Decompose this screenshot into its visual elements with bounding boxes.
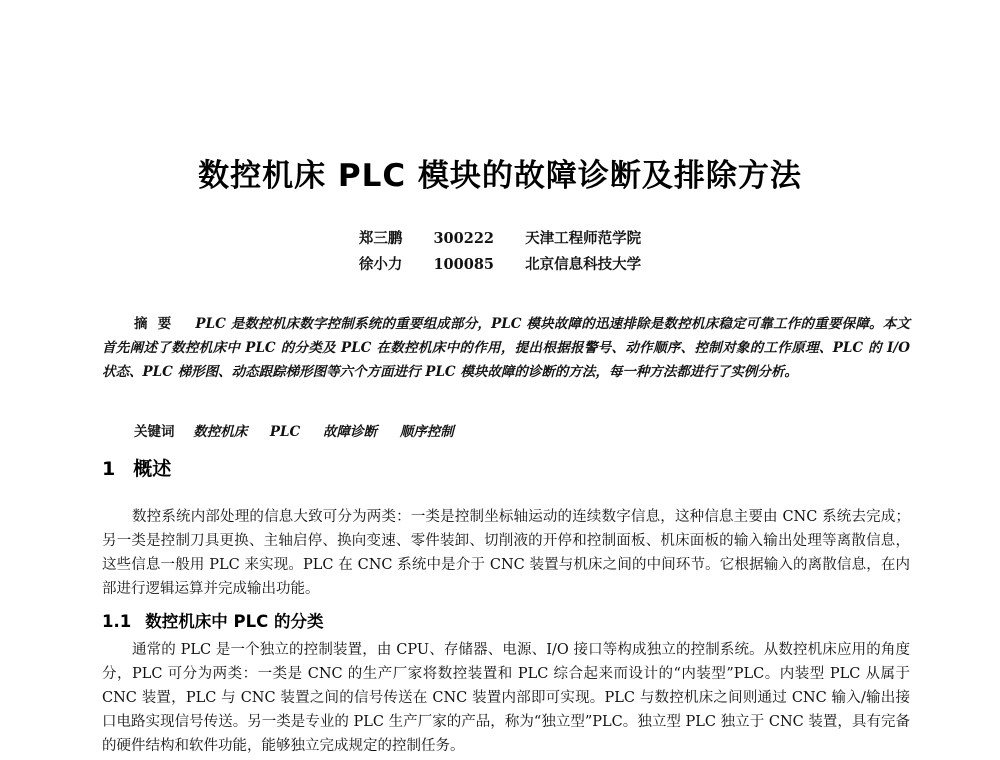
keyword: 顺序控制 bbox=[399, 424, 454, 440]
section-number: 1 bbox=[102, 458, 116, 480]
author-block bbox=[0, 226, 1000, 278]
abstract bbox=[102, 312, 910, 384]
subsection-number: 1.1 bbox=[102, 612, 132, 631]
subsection-heading bbox=[102, 608, 323, 632]
keyword: 故障诊断 bbox=[323, 424, 377, 440]
abstract-label: 摘要 bbox=[134, 316, 182, 332]
abstract-text: PLC 是数控机床数字控制系统的重要组成部分，PLC 模块故障的迅速排除是数控机床稳定可靠工作的重要保障。本文首先阐述了数控机床中 PLC 的分类及 PLC 在数控机床中的作用，提出根据报警号、动作顺序、控制对象的工作原理、PLC 的 I/O 状态、PLC 梯形图、动态跟踪梯形图等六个方面进行 PLC 模块故障的诊断的方法，每一种方法都进行了实例分析。 bbox=[102, 316, 910, 380]
author-line bbox=[0, 226, 1000, 252]
author-name: 郑三鹏 bbox=[358, 230, 403, 247]
author-affiliation: 北京信息科技大学 bbox=[525, 256, 642, 273]
subsection-paragraph: 通常的 PLC 是一个独立的控制装置，由 CPU、存储器、电源、I/O 接口等构成独立的控制系统。从数控机床应用的角度分，PLC 可分为两类：一类是 CNC 的生产厂家将数控装置和 PLC 综合起来而设计的“内装型”PLC。内装型 PLC 从属于 CNC 装置，PLC 与 CNC 装置之间的信号传送在 CNC 装置内部即可实现。PLC 与数控机床之间则通过 CNC 输入/输出接口电路实现信号传送。另一类是专业的 PLC 生产厂家的产品，称为“独立型”PLC。独立型 PLC 独立于 CNC 装置，具有完备的硬件结构和软件功能，能够独立完成规定的控制任务。 bbox=[102, 642, 910, 754]
paper-title: 数控机床 PLC 模块的故障诊断及排除方法 bbox=[198, 158, 802, 194]
author-postcode: 100085 bbox=[433, 256, 495, 273]
keywords bbox=[134, 420, 472, 440]
section-heading bbox=[102, 454, 171, 481]
author-line bbox=[0, 252, 1000, 278]
keyword: PLC bbox=[269, 424, 301, 440]
section-paragraph: 数控系统内部处理的信息大致可分为两类：一类是控制坐标轴运动的连续数字信息，这种信息主要由 CNC 系统去完成；另一类是控制刀具更换、主轴启停、换向变速、零件装卸、切削液的开停和控制面板、机床面板的输入输出处理等离散信息，这些信息一般用 PLC 来实现。PLC 在 CNC 系统中是介于 CNC 装置与机床之间的中间环节。它根据输入的离散信息，在内部进行逻辑运算并完成输出功能。 bbox=[102, 509, 910, 597]
section-title: 概述 bbox=[133, 458, 172, 480]
author-affiliation: 天津工程师范学院 bbox=[525, 230, 642, 247]
keywords-label: 关键词 bbox=[134, 424, 175, 440]
subsection-title: 数控机床中 PLC 的分类 bbox=[145, 612, 324, 631]
keyword: 数控机床 bbox=[193, 424, 248, 440]
author-postcode: 300222 bbox=[433, 230, 495, 247]
author-name: 徐小力 bbox=[358, 256, 403, 273]
